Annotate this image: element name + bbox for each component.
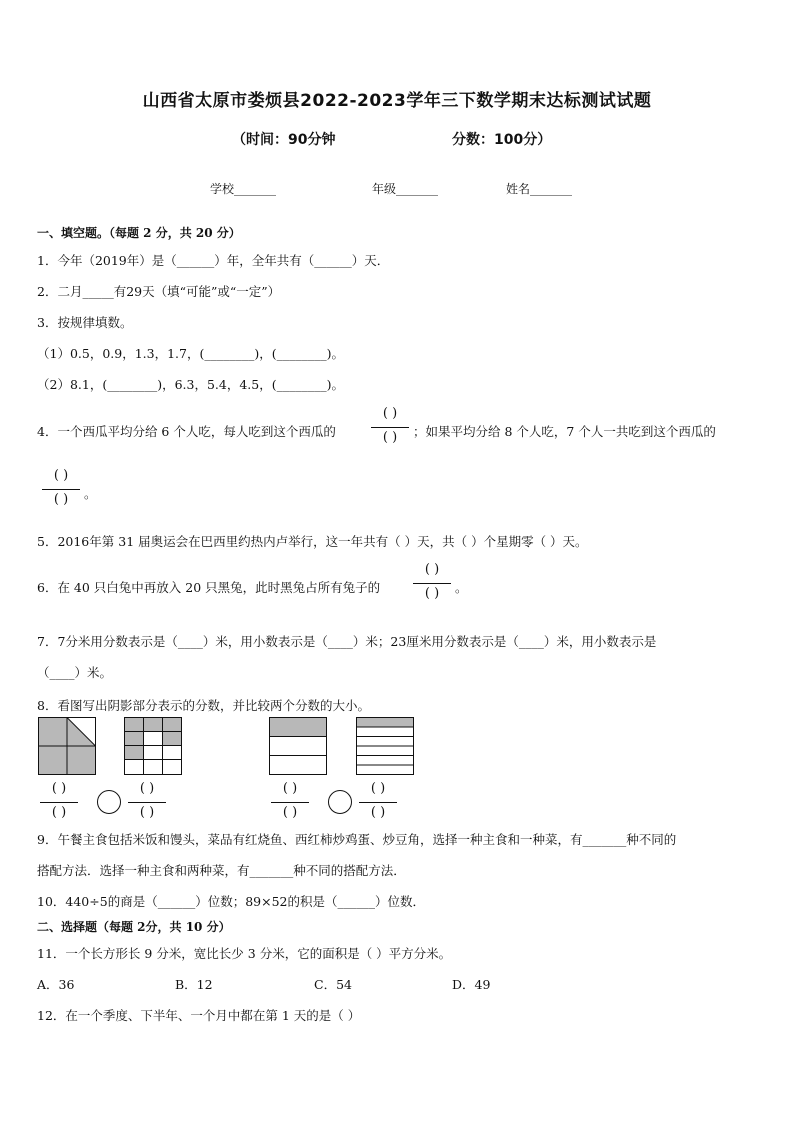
question-11: 11．一个长方形长 9 分米，宽比长少 3 分米，它的面积是（ ）平方分米。 xyxy=(37,946,452,961)
grade-field[interactable] xyxy=(372,180,438,197)
fraction-bar xyxy=(413,583,451,584)
school-label: 学校 xyxy=(210,182,235,196)
question-4-text-b: ；如果平均分给 8 个人吃，7 个人一共吃到这个西瓜的 xyxy=(413,424,716,439)
compare-circle-1[interactable] xyxy=(97,790,121,814)
exam-time: （时间：90分钟 xyxy=(232,132,336,148)
question-9-line-1: 9．午餐主食包括米饭和馒头，菜品有红烧鱼、西红柿炒鸡蛋、炒豆角，选择一种主食和一种菜，有_______种不同的 xyxy=(37,832,677,847)
fraction-bar xyxy=(359,802,397,803)
question-4-end: 。 xyxy=(84,486,97,501)
question-6-text: 6．在 40 只白兔中再放入 20 只黑兔，此时黑兔占所有兔子的 xyxy=(37,580,381,595)
figure-2-shaded-grid xyxy=(124,717,182,775)
exam-score: 分数：100分） xyxy=(452,132,552,148)
question-7-line-2: （____）米。 xyxy=(37,665,113,680)
option-d[interactable]: D．49 xyxy=(452,977,491,992)
page-title: 山西省太原市娄烦县2022-2023学年三下数学期末达标测试试题 xyxy=(142,91,652,111)
question-8: 8．看图写出阴影部分表示的分数，并比较两个分数的大小。 xyxy=(37,698,370,713)
q8-fraction-2[interactable]: ( ) ( ) xyxy=(126,781,168,825)
q4-fraction-2[interactable]: ( ) ( ) xyxy=(40,468,82,512)
fraction-bar xyxy=(128,802,166,803)
section-2-heading: 二、选择题（每题 2分，共 10 分） xyxy=(37,920,231,934)
option-c[interactable]: C．54 xyxy=(314,977,352,992)
option-b[interactable]: B．12 xyxy=(175,977,213,992)
q8-fraction-1[interactable]: ( ) ( ) xyxy=(38,781,80,825)
school-field[interactable] xyxy=(210,180,276,197)
fraction-bar xyxy=(271,802,309,803)
q8-fraction-4[interactable]: ( ) ( ) xyxy=(357,781,399,825)
question-5: 5．2016年第 31 届奥运会在巴西里约热内卢举行，这一年共有（ ）天，共（ ）个星期零（ ）天。 xyxy=(37,534,588,549)
question-3: 3．按规律填数。 xyxy=(37,315,133,330)
question-6-end: 。 xyxy=(455,580,468,595)
question-1: 1．今年（2019年）是（______）年，全年共有（______）天． xyxy=(37,253,390,268)
q6-fraction[interactable]: ( ) ( ) xyxy=(411,562,453,606)
grade-blank: _______ xyxy=(396,182,439,196)
figure-1-shaded-square xyxy=(38,717,96,775)
q4-fraction-1[interactable]: ( ) ( ) xyxy=(369,406,411,450)
question-7-line-1: 7．7分米用分数表示是（____）米，用小数表示是（____）米；23厘米用分数表示是（____）米，用小数表示是 xyxy=(37,634,657,649)
question-3-part-2: （2）8.1，(________)，6.3，5.4，4.5，(________)。 xyxy=(37,377,344,392)
fraction-bar xyxy=(40,802,78,803)
school-blank: _______ xyxy=(234,182,277,196)
question-12: 12．在一个季度、下半年、一个月中都在第 1 天的是（ ） xyxy=(37,1008,361,1023)
figure-3-shaded-strips xyxy=(269,717,327,775)
name-blank: _______ xyxy=(530,182,573,196)
name-field[interactable] xyxy=(506,180,572,197)
option-a[interactable]: A．36 xyxy=(37,977,75,992)
section-1-heading: 一、填空题。（每题 2 分，共 20 分） xyxy=(37,226,241,240)
fraction-bar xyxy=(42,489,80,490)
question-3-part-1: （1）0.5，0.9，1.3，1.7，(________)，(________)。 xyxy=(37,346,344,361)
question-4-text-a: 4．一个西瓜平均分给 6 个人吃，每人吃到这个西瓜的 xyxy=(37,424,336,439)
fraction-bar xyxy=(371,427,409,428)
grade-label: 年级 xyxy=(372,182,397,196)
question-10: 10．440÷5的商是（______）位数；89×52的积是（______）位数． xyxy=(37,894,425,909)
q8-fraction-3[interactable]: ( ) ( ) xyxy=(269,781,311,825)
compare-circle-2[interactable] xyxy=(328,790,352,814)
question-2: 2．二月_____有29天（填“可能”或“一定”） xyxy=(37,284,281,299)
figure-4-shaded-strips xyxy=(356,717,414,775)
question-9-line-2: 搭配方法．选择一种主食和两种菜，有_______种不同的搭配方法． xyxy=(37,863,406,878)
name-label: 姓名 xyxy=(506,182,531,196)
